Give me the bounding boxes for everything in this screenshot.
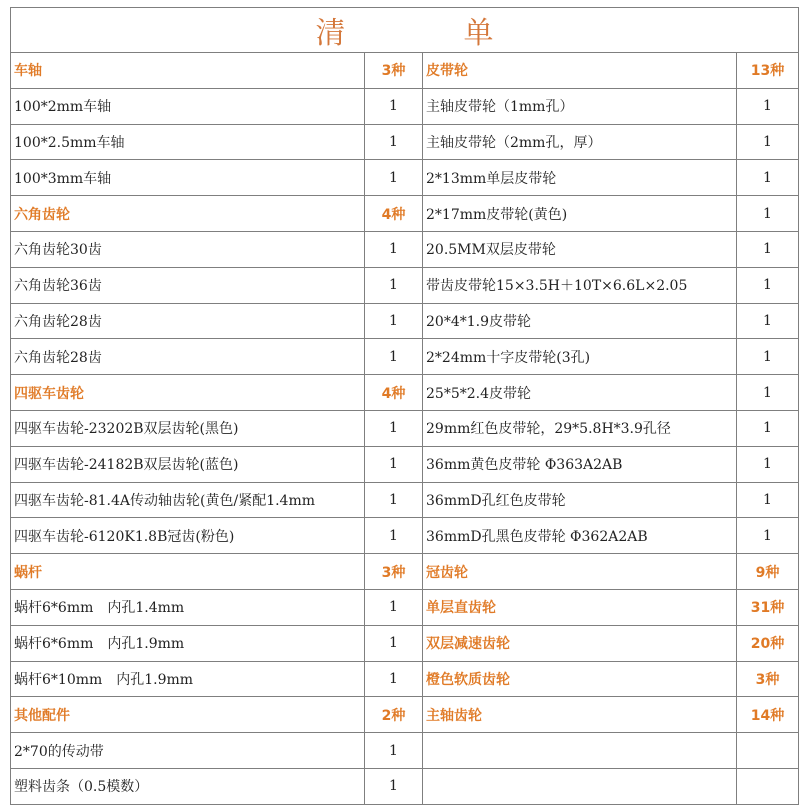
right-item-name: 36mmD孔红色皮带轮 [423, 482, 737, 518]
left-item-qty: 1 [365, 625, 423, 661]
right-item-name [423, 733, 737, 769]
right-item-name: 2*24mm十字皮带轮(3孔) [423, 339, 737, 375]
table-row [11, 554, 799, 590]
right-category-count: 31种 [737, 589, 799, 625]
left-item-qty: 1 [365, 410, 423, 446]
table-row [11, 231, 799, 267]
left-category-name: 其他配件 [11, 697, 365, 733]
title-char-right: 单 [463, 16, 494, 51]
table-row [11, 589, 799, 625]
table-row [11, 375, 799, 411]
table-row [11, 53, 799, 89]
right-item-qty [737, 733, 799, 769]
right-item-qty: 1 [737, 303, 799, 339]
left-category-count: 3种 [365, 554, 423, 590]
table-row [11, 303, 799, 339]
right-item-qty: 1 [737, 231, 799, 267]
left-item-qty: 1 [365, 661, 423, 697]
parts-list-table [10, 7, 799, 805]
left-category-name: 四驱车齿轮 [11, 375, 365, 411]
right-item-name: 主轴皮带轮（2mm孔，厚） [423, 124, 737, 160]
right-item-name: 25*5*2.4皮带轮 [423, 375, 737, 411]
left-item-name: 蜗杆6*6mm 内孔1.9mm [11, 625, 365, 661]
left-item-name: 四驱车齿轮-6120K1.8B冠齿(粉色) [11, 518, 365, 554]
left-category-count: 2种 [365, 697, 423, 733]
left-item-name: 四驱车齿轮-24182B双层齿轮(蓝色) [11, 446, 365, 482]
left-category-name: 蜗杆 [11, 554, 365, 590]
left-item-name: 六角齿轮30齿 [11, 231, 365, 267]
right-category-name: 双层减速齿轮 [423, 625, 737, 661]
right-item-qty: 1 [737, 482, 799, 518]
right-item-name: 29mm红色皮带轮，29*5.8H*3.9孔径 [423, 410, 737, 446]
left-item-name: 蜗杆6*10mm 内孔1.9mm [11, 661, 365, 697]
right-item-name: 20*4*1.9皮带轮 [423, 303, 737, 339]
left-item-qty: 1 [365, 124, 423, 160]
left-item-qty: 1 [365, 160, 423, 196]
table-row [11, 518, 799, 554]
left-category-name: 车轴 [11, 53, 365, 89]
right-category-name: 冠齿轮 [423, 554, 737, 590]
right-item-qty: 1 [737, 124, 799, 160]
right-item-name: 36mmD孔黑色皮带轮 Φ362A2AB [423, 518, 737, 554]
right-category-count: 13种 [737, 53, 799, 89]
left-item-name: 100*2mm车轴 [11, 88, 365, 124]
table-row [11, 482, 799, 518]
left-item-name: 100*2.5mm车轴 [11, 124, 365, 160]
table-row [11, 661, 799, 697]
title-char-left: 清 [315, 16, 346, 51]
left-category-count: 3种 [365, 53, 423, 89]
left-item-qty: 1 [365, 768, 423, 804]
right-category-count: 3种 [737, 661, 799, 697]
right-item-qty [737, 768, 799, 804]
table-row [11, 160, 799, 196]
right-item-qty: 1 [737, 518, 799, 554]
right-item-qty: 1 [737, 267, 799, 303]
right-category-name: 橙色软质齿轮 [423, 661, 737, 697]
table-row [11, 124, 799, 160]
right-item-name: 带齿皮带轮15×3.5H＋10T×6.6L×2.05 [423, 267, 737, 303]
left-item-name: 六角齿轮28齿 [11, 303, 365, 339]
left-item-qty: 1 [365, 446, 423, 482]
right-item-name: 20.5MM双层皮带轮 [423, 231, 737, 267]
left-item-qty: 1 [365, 88, 423, 124]
left-item-name: 塑料齿条（0.5模数） [11, 768, 365, 804]
table-row [11, 339, 799, 375]
left-item-qty: 1 [365, 267, 423, 303]
table-row [11, 267, 799, 303]
table-row [11, 697, 799, 733]
page-title [11, 8, 799, 53]
right-item-name: 2*17mm皮带轮(黄色) [423, 196, 737, 232]
left-item-qty: 1 [365, 339, 423, 375]
right-item-qty: 1 [737, 160, 799, 196]
right-item-qty: 1 [737, 339, 799, 375]
table-row [11, 625, 799, 661]
right-category-name: 单层直齿轮 [423, 589, 737, 625]
table-row [11, 88, 799, 124]
table-row [11, 410, 799, 446]
table-row [11, 733, 799, 769]
left-item-qty: 1 [365, 589, 423, 625]
right-item-qty: 1 [737, 446, 799, 482]
right-category-count: 20种 [737, 625, 799, 661]
right-item-name: 36mm黄色皮带轮 Φ363A2AB [423, 446, 737, 482]
left-item-qty: 1 [365, 482, 423, 518]
right-item-qty: 1 [737, 196, 799, 232]
right-category-name: 皮带轮 [423, 53, 737, 89]
parts-list-body [11, 8, 799, 805]
right-item-name [423, 768, 737, 804]
left-item-name: 100*3mm车轴 [11, 160, 365, 196]
left-item-name: 六角齿轮36齿 [11, 267, 365, 303]
left-item-name: 四驱车齿轮-23202B双层齿轮(黑色) [11, 410, 365, 446]
left-item-name: 蜗杆6*6mm 内孔1.4mm [11, 589, 365, 625]
left-item-name: 2*70的传动带 [11, 733, 365, 769]
left-item-name: 四驱车齿轮-81.4A传动轴齿轮(黄色/紧配1.4mm [11, 482, 365, 518]
left-category-count: 4种 [365, 196, 423, 232]
left-category-count: 4种 [365, 375, 423, 411]
left-item-qty: 1 [365, 303, 423, 339]
right-item-qty: 1 [737, 88, 799, 124]
right-item-name: 2*13mm单层皮带轮 [423, 160, 737, 196]
right-category-count: 14种 [737, 697, 799, 733]
table-row [11, 768, 799, 804]
left-item-name: 六角齿轮28齿 [11, 339, 365, 375]
right-item-qty: 1 [737, 410, 799, 446]
right-item-qty: 1 [737, 375, 799, 411]
table-row [11, 196, 799, 232]
left-item-qty: 1 [365, 231, 423, 267]
left-item-qty: 1 [365, 733, 423, 769]
right-category-count: 9种 [737, 554, 799, 590]
table-row [11, 446, 799, 482]
left-item-qty: 1 [365, 518, 423, 554]
left-category-name: 六角齿轮 [11, 196, 365, 232]
right-item-name: 主轴皮带轮（1mm孔） [423, 88, 737, 124]
right-category-name: 主轴齿轮 [423, 697, 737, 733]
title-row [11, 8, 799, 53]
